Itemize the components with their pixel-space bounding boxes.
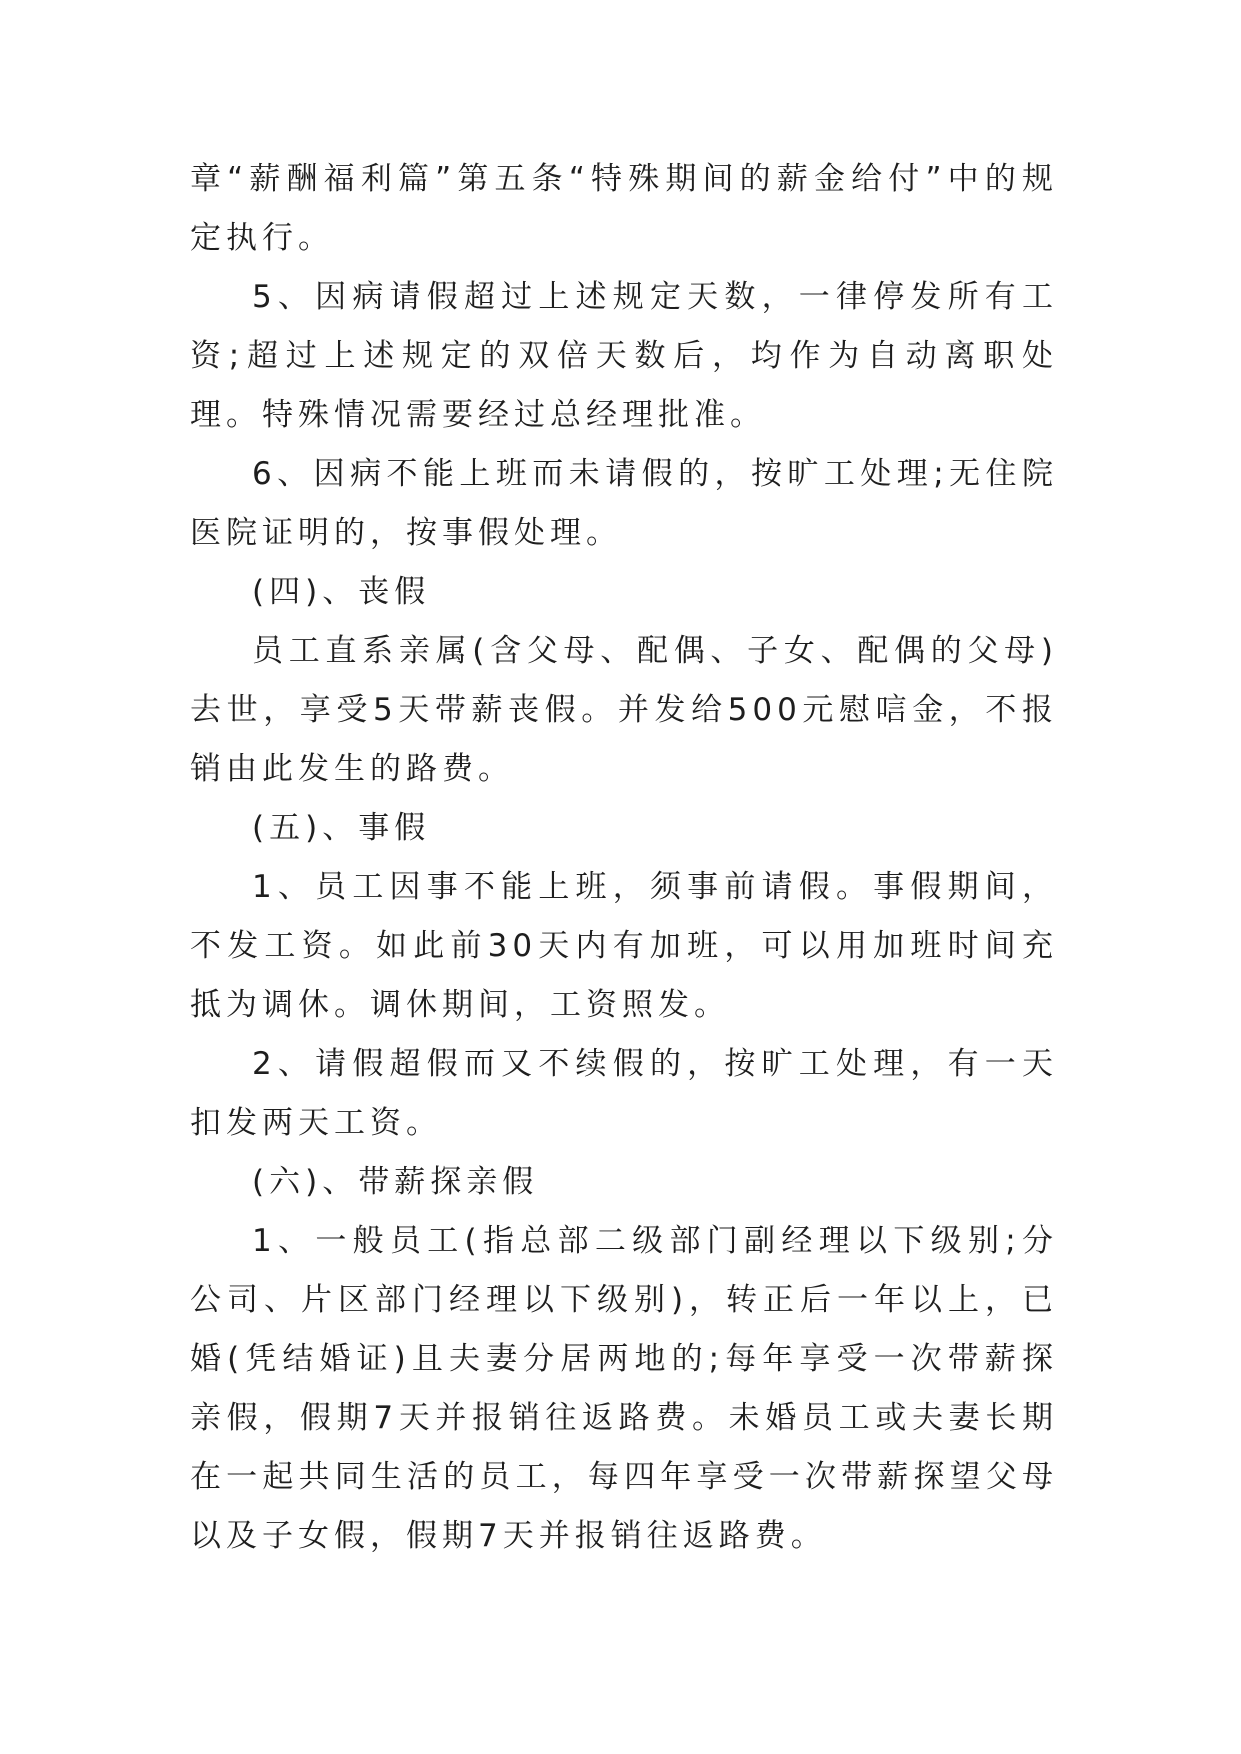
paragraph-bereavement-leave: 员工直系亲属(含父母、配偶、子女、配偶的父母)去世，享受5天带薪丧假。并发给500元慰唁金，不报销由此发生的路费。 (190, 633, 1058, 787)
section-heading-personal-leave: (五)、事假 (252, 810, 431, 846)
paragraph-sick-leave-6: 6、因病不能上班而未请假的，按旷工处理;无住院医院证明的，按事假处理。 (190, 456, 1058, 551)
paragraph-home-leave-1: 1、一般员工(指总部二级部门副经理以下级别;分公司、片区部门经理以下级别)，转正后一年以上，已婚(凭结婚证)且夫妻分居两地的;每年享受一次带薪探亲假，假期7天并报销往返路费。未婚员工或夫妻长期在一起共同生活的员工，每四年享受一次带薪探望父母以及子女假，假期7天并报销往返路费。 (190, 1223, 1058, 1554)
paragraph-sick-leave-5: 5、因病请假超过上述规定天数，一律停发所有工资;超过上述规定的双倍天数后，均作为自动离职处理。特殊情况需要经过总经理批准。 (190, 279, 1058, 433)
section-heading-bereavement-leave: (四)、丧假 (252, 574, 431, 610)
document-body (190, 150, 1058, 1566)
paragraph-personal-leave-1: 1、员工因事不能上班，须事前请假。事假期间，不发工资。如此前30天内有加班，可以用加班时间充抵为调休。调休期间，工资照发。 (190, 869, 1058, 1023)
section-heading-home-leave: (六)、带薪探亲假 (252, 1164, 539, 1200)
paragraph-continuation: 章“薪酬福利篇”第五条“特殊期间的薪金给付”中的规定执行。 (190, 161, 1058, 256)
paragraph-personal-leave-2: 2、请假超假而又不续假的，按旷工处理，有一天扣发两天工资。 (190, 1046, 1058, 1141)
